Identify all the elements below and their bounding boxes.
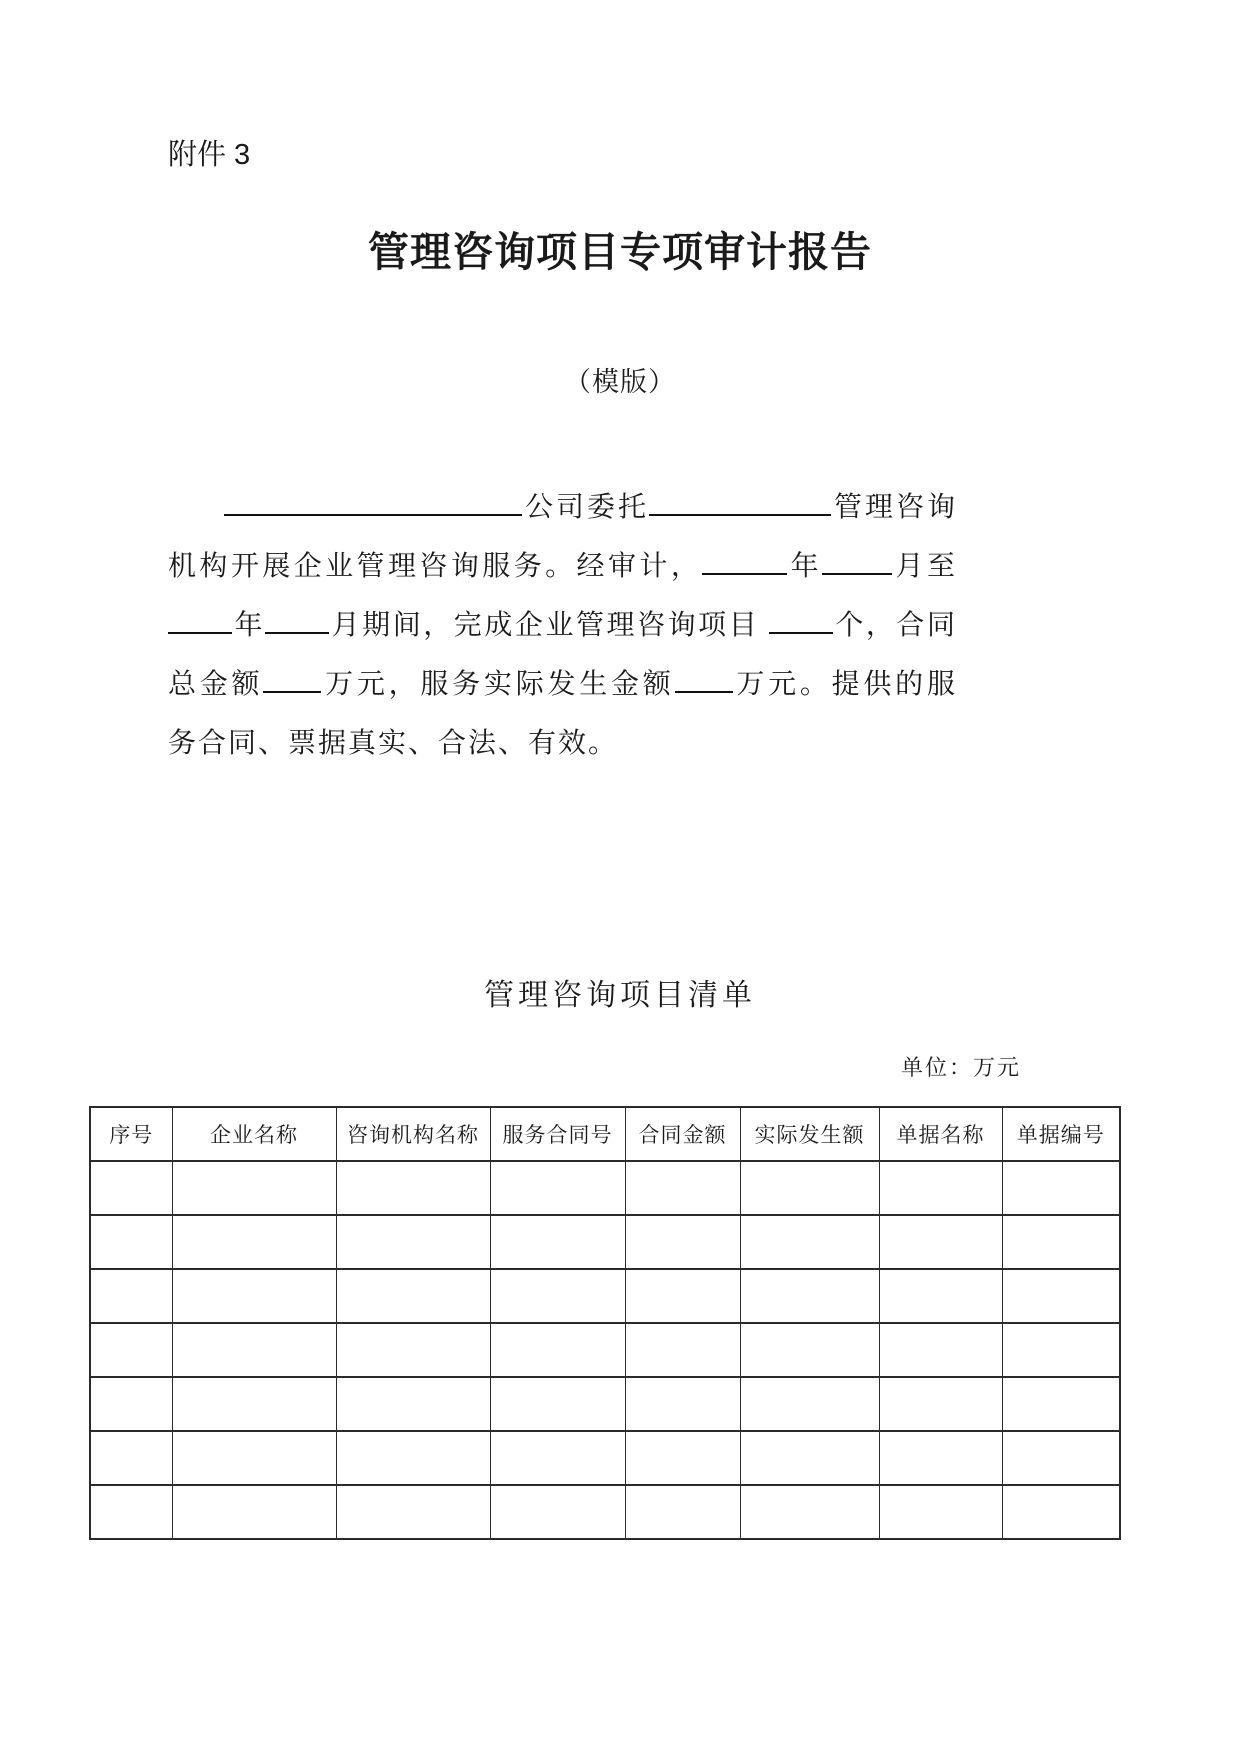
table-cell	[90, 1377, 172, 1431]
table-cell	[740, 1485, 879, 1539]
table-cell	[336, 1431, 490, 1485]
table-cell	[879, 1161, 1002, 1215]
paragraph-text: 机构开展企业管理咨询服务。经审计，	[168, 551, 703, 582]
table-cell	[1002, 1215, 1120, 1269]
fill-in-blank	[265, 630, 329, 634]
fill-in-blank	[675, 689, 733, 693]
table-cell	[172, 1323, 336, 1377]
unit-label: 单位：万元	[900, 1055, 1021, 1080]
paragraph-text: 个，合同	[832, 610, 955, 641]
table-row	[90, 1431, 1120, 1485]
table-cell	[172, 1269, 336, 1323]
table-cell	[1002, 1377, 1120, 1431]
paragraph-text: 总金额	[168, 669, 264, 700]
column-header: 单据编号	[1002, 1107, 1120, 1161]
table-row	[90, 1215, 1120, 1269]
table-cell	[336, 1377, 490, 1431]
table-cell	[90, 1161, 172, 1215]
table-cell	[172, 1161, 336, 1215]
table-cell	[740, 1161, 879, 1215]
table-cell	[172, 1485, 336, 1539]
table-cell	[90, 1269, 172, 1323]
table-cell	[625, 1161, 740, 1215]
table-cell	[90, 1323, 172, 1377]
paragraph-text: 务合同、票据真实、合法、有效。	[168, 728, 619, 759]
column-header: 企业名称	[172, 1107, 336, 1161]
body-paragraph	[168, 478, 955, 773]
table-cell	[1002, 1485, 1120, 1539]
table-cell	[879, 1215, 1002, 1269]
table-row	[90, 1485, 1120, 1539]
table-cell	[1002, 1431, 1120, 1485]
table-cell	[1002, 1323, 1120, 1377]
table-cell	[740, 1269, 879, 1323]
table-cell	[490, 1161, 625, 1215]
table-cell	[90, 1431, 172, 1485]
table-cell	[490, 1377, 625, 1431]
table-cell	[879, 1485, 1002, 1539]
fill-in-blank	[769, 630, 833, 634]
table-cell	[879, 1269, 1002, 1323]
table-cell	[172, 1431, 336, 1485]
table-cell	[336, 1323, 490, 1377]
project-list-heading: 管理咨询项目清单	[484, 979, 756, 1012]
document-subtitle: （模版）	[564, 367, 676, 397]
table-cell	[1002, 1269, 1120, 1323]
column-header: 序号	[90, 1107, 172, 1161]
table-cell	[490, 1485, 625, 1539]
paragraph-text: 月至	[892, 551, 955, 582]
table-cell	[336, 1161, 490, 1215]
table-row	[90, 1377, 1120, 1431]
fill-in-blank	[263, 689, 321, 693]
project-list-table	[89, 1106, 1121, 1540]
table-header-row	[90, 1107, 1120, 1161]
table-cell	[336, 1269, 490, 1323]
table-cell	[336, 1215, 490, 1269]
table-cell	[90, 1485, 172, 1539]
paragraph-line	[168, 714, 955, 773]
table-cell	[740, 1377, 879, 1431]
table-cell	[625, 1323, 740, 1377]
table-cell	[490, 1323, 625, 1377]
table-cell	[625, 1377, 740, 1431]
table-cell	[172, 1377, 336, 1431]
paragraph-line	[168, 478, 955, 537]
table-cell	[1002, 1161, 1120, 1215]
fill-in-blank	[168, 630, 232, 634]
table-cell	[490, 1431, 625, 1485]
column-header: 合同金额	[625, 1107, 740, 1161]
table-cell	[879, 1377, 1002, 1431]
fill-in-blank	[224, 512, 522, 516]
table-row	[90, 1161, 1120, 1215]
paragraph-text: 月期间，完成企业管理咨询项目	[329, 610, 769, 641]
paragraph-text: 公司委托	[522, 492, 649, 523]
fill-in-blank	[702, 571, 787, 575]
fill-in-blank	[649, 512, 831, 516]
paragraph-text: 年	[232, 610, 266, 641]
document-title: 管理咨询项目专项审计报告	[368, 229, 872, 275]
column-header: 单据名称	[879, 1107, 1002, 1161]
table-cell	[172, 1215, 336, 1269]
paragraph-line	[168, 655, 955, 714]
table-cell	[740, 1215, 879, 1269]
paragraph-text: 管理咨询	[830, 492, 955, 523]
table-cell	[879, 1431, 1002, 1485]
table-cell	[625, 1431, 740, 1485]
table-cell	[490, 1269, 625, 1323]
table-row	[90, 1269, 1120, 1323]
table-cell	[625, 1269, 740, 1323]
table-cell	[336, 1485, 490, 1539]
column-header: 服务合同号	[490, 1107, 625, 1161]
paragraph-text: 年	[787, 551, 823, 582]
paragraph-line	[168, 596, 955, 655]
table-cell	[625, 1485, 740, 1539]
fill-in-blank	[822, 571, 892, 575]
table-cell	[625, 1215, 740, 1269]
paragraph-line	[168, 537, 955, 596]
table-cell	[740, 1431, 879, 1485]
column-header: 咨询机构名称	[336, 1107, 490, 1161]
table-cell	[490, 1215, 625, 1269]
attachment-label: 附件 3	[168, 139, 251, 171]
paragraph-text: 万元。提供的服	[732, 669, 955, 700]
table-cell	[90, 1215, 172, 1269]
table-row	[90, 1323, 1120, 1377]
column-header: 实际发生额	[740, 1107, 879, 1161]
table-cell	[740, 1323, 879, 1377]
paragraph-text: 万元，服务实际发生金额	[321, 669, 675, 700]
table-cell	[879, 1323, 1002, 1377]
